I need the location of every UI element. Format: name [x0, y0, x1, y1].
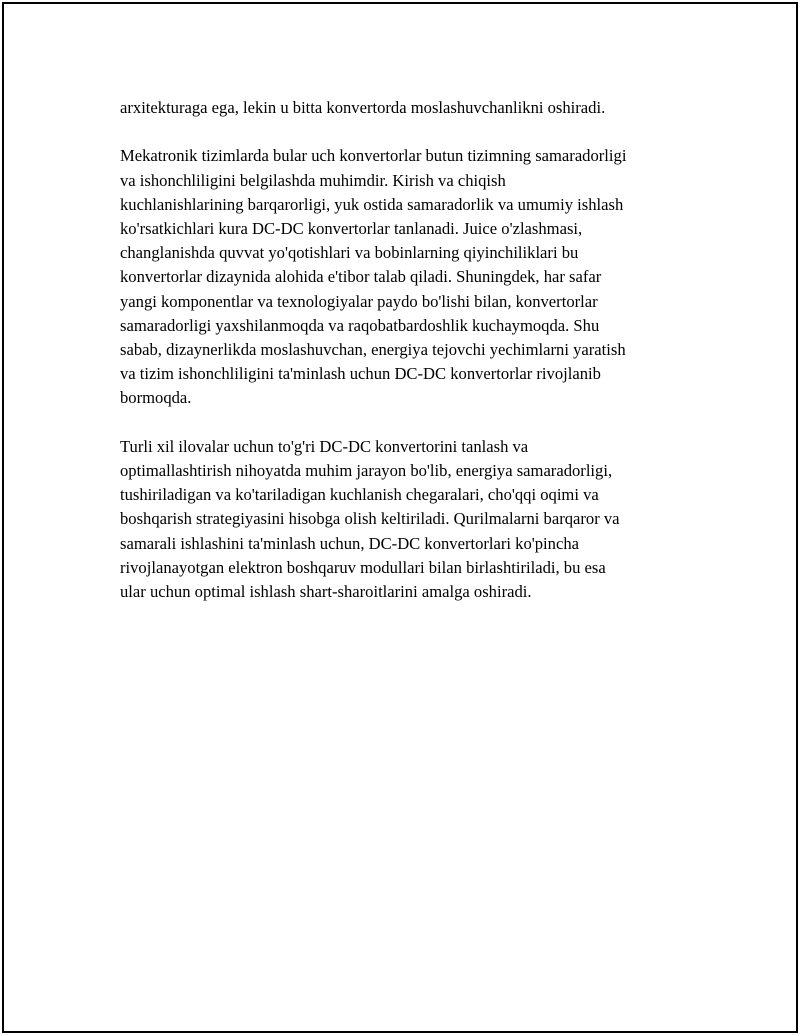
paragraph-2: Mekatronik tizimlarda bular uch konvertorlar butun tizimning samaradorligi va ishonchliligini belgilashda muhimdir. Kirish va chiqish kuchlanishlarining barqarorligi, yuk ostida samaradorlik va umumiy ishlash ko'rsatkichlari kura DC-DC konvertorlar tanlanadi. Juice o'zlashmasi, changlanishda quvvat yo'qotishlari va bobinlarning qiyinchiliklari bu konvertorlar dizaynida alohida e'tibor talab qiladi. Shuningdek, har safar yangi komponentlar va texnologiyalar paydo bo'lishi bilan, konvertorlar samaradorligi yaxshilanmoqda va raqobatbardoshlik kuchaymoqda. Shu sabab, dizaynerlikda moslashuvchan, energiya tejovchi yechimlarni yaratish va tizim ishonchliligini ta'minlash uchun DC-DC konvertorlar rivojlanib bormoqda.	[120, 146, 627, 408]
paragraph-1: arxitekturaga ega, lekin u bitta konvertorda moslashuvchanlikni oshiradi.	[120, 98, 606, 117]
page-body	[120, 96, 690, 628]
document-page	[2, 2, 798, 1033]
paragraph-3: Turli xil ilovalar uchun to'g'ri DC-DC konvertorini tanlash va optimallashtirish nihoyatda muhim jarayon bo'lib, energiya samaradorligi, tushiriladigan va ko'tariladigan kuchlanish chegaralari, cho'qqi oqimi va boshqarish strategiyasini hisobga olish keltiriladi. Qurilmalarni barqaror va samarali ishlashini ta'minlash uchun, DC-DC konvertorlari ko'pincha rivojlanayotgan elektron boshqaruv modullari bilan birlashtiriladi, bu esa ular uchun optimal ishlash shart-sharoitlarini amalga oshiradi.	[120, 436, 620, 602]
